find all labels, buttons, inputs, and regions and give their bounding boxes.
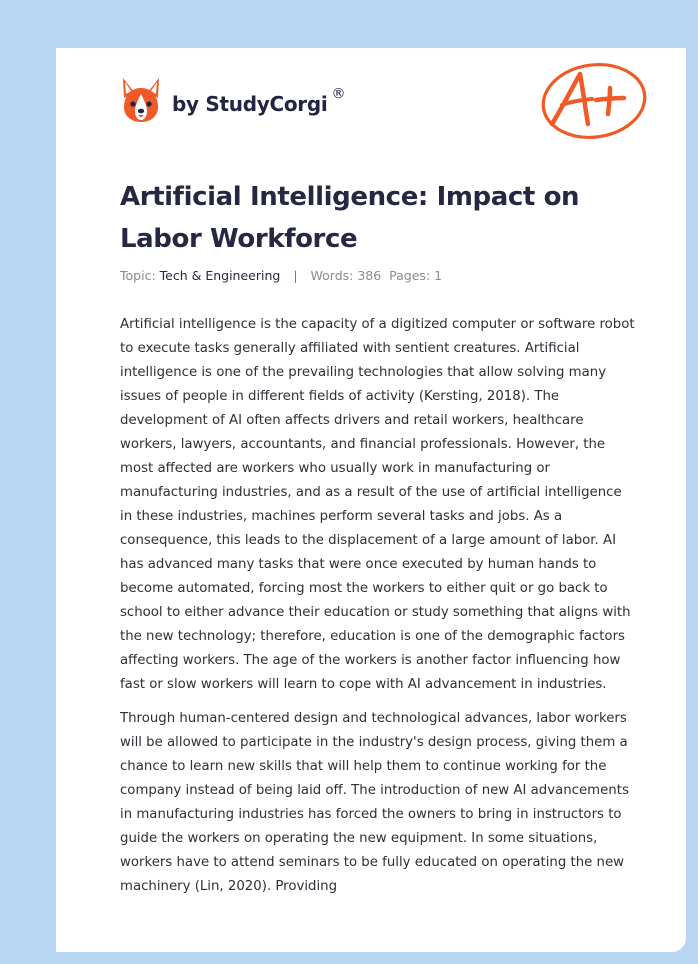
a-plus-icon bbox=[538, 60, 648, 142]
page-title: Artificial Intelligence: Impact on Labor Workforce bbox=[120, 182, 580, 254]
paragraph: Through human-centered design and technological advances, labor workers will be allowed to participate in the industry's design process, giving them a chance to learn new skills that will help them to continue working for the company instead of being laid off. The introduction of new AI advancements in manufacturing industries has forced the owners to bring in instructors to guide the workers on operating the new equipment. In some situations, workers have to attend seminars to be fully educated on operating the new machinery (Lin, 2020). Providing bbox=[120, 711, 629, 894]
brand-logo[interactable] bbox=[120, 76, 345, 124]
topic-label: Topic: bbox=[120, 268, 156, 283]
document-meta bbox=[120, 268, 442, 283]
meta-separator: | bbox=[293, 268, 298, 283]
registered-mark: ® bbox=[331, 86, 346, 102]
document-body bbox=[120, 313, 635, 909]
corgi-icon bbox=[120, 76, 162, 124]
page-count: Pages: 1 bbox=[389, 268, 443, 283]
word-count: Words: 386 bbox=[310, 268, 382, 283]
topic-link[interactable]: Tech & Engineering bbox=[159, 268, 281, 283]
brand-name: by StudyCorgi bbox=[172, 92, 328, 116]
document-page bbox=[56, 48, 686, 952]
paragraph: Artificial intelligence is the capacity of a digitized computer or software robot to execute tasks generally affiliated with sentient creatures. Artificial intelligence is one of the prevailing technologies that allow solving many issues of people in different fields of activity (Kersting, 2018). The development of AI often affects drivers and retail workers, healthcare workers, lawyers, accountants, and financial professionals. However, the most affected are workers who usually work in manufacturing or manufacturing industries, and as a result of the use of artificial intelligence in these industries, machines perform several tasks and jobs. As a consequence, this leads to the displacement of a large amount of labor. AI has advanced many tasks that were once executed by human hands to become automated, forcing most the workers to either quit or go back to school to either advance their education or study something that aligns with the new technology; therefore, education is one of the demographic factors affecting workers. The age of the workers is another factor influencing how fast or slow workers will learn to cope with AI advancement in industries. bbox=[120, 317, 635, 692]
